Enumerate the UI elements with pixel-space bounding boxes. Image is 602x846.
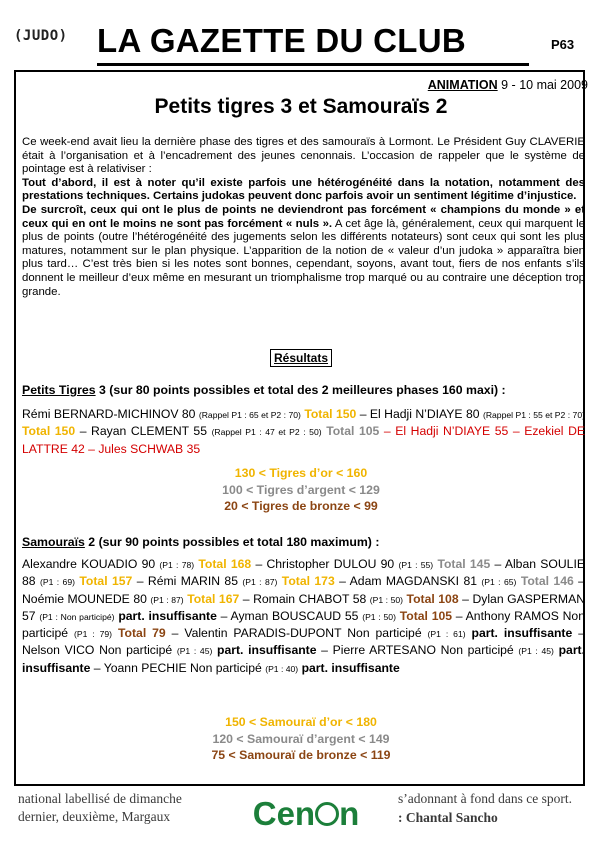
result-detail: (P1 : Non participé) [39, 611, 115, 622]
legend-bronze: 20 < Tigres de bronze < 99 [224, 499, 378, 513]
result-total: Total 108 [406, 591, 459, 606]
result-detail: (P1 : 69) [39, 577, 75, 588]
result-total: part. insuffisante [471, 626, 573, 641]
notation-paragraph: Tout d’abord, il est à noter qu’il existe parfois une hétérogénéité dans la notation, notamment des prestations techniques. Certains judokas peuvent donc parfois avoir un sentiment légitime d’injustice. [22, 176, 585, 203]
result-total: Total 105 [399, 608, 453, 623]
legend-gold: 150 < Samouraï d’or < 180 [225, 715, 377, 729]
result-entry: Alexandre KOUADIO 90 [22, 557, 160, 571]
maturity-paragraph-bold: De surcroît, ceux qui ont le plus de points ne deviendront pas forcément « champions du monde » et ceux qui en ont le moins ne sont pas forcément « nuls ». [22, 203, 585, 230]
result-entry: – Christopher DULOU 90 [251, 557, 399, 571]
result-entry: – Nelson VICO Non participé [22, 626, 585, 658]
result-detail: (P1 : 79) [74, 629, 113, 640]
result-total: Total 150 [22, 424, 76, 439]
result-detail: (P1 : 40) [265, 663, 299, 674]
result-entry: – Adam MAGDANSKI 81 [334, 574, 482, 589]
result-detail: (P1 : 50) [362, 611, 396, 622]
cenon-logo [227, 794, 385, 838]
maturity-paragraph: A cet âge là, généralement, ceux qui marquent le plus de points (outre l’hétérogénéité des jugements selon les différents notateurs) sont ceux qui sont les plus matures, notamment sur le plan physique. L’apparition de la notion de « valeur d’un judoka » apparaîtra bien plus tard… C’est très bien si les notes sont bonnes, cependant, soyons, avant tout, fiers de nos enfants s’ils donnent le meilleur d’eux même en mesurant un triomphalisme trop marqué ou au contraire une déception trop grande. [22, 217, 585, 298]
article-body [22, 136, 585, 299]
result-total: Total 150 [304, 407, 357, 421]
result-entry: – El Hadji N’DIAYE 80 [356, 407, 483, 421]
tigres-legend [0, 465, 602, 515]
result-entry: – Anthony RAMOS Non participé [22, 608, 585, 641]
result-detail: (P1 : 45) [518, 646, 554, 657]
result-entry: – Pierre ARTESANO Non participé [316, 643, 519, 658]
result-total: part. insuffisante [118, 608, 217, 623]
samourais-heading-underlined: Samouraïs [22, 535, 85, 549]
result-total: Total 146 [520, 574, 574, 589]
result-entry: – Romain CHABOT 58 [239, 591, 370, 606]
result-entry: – Yoann PECHIE Non participé [90, 660, 266, 675]
legend-silver: 120 < Samouraï d’argent < 149 [212, 731, 390, 746]
legend-silver: 100 < Tigres d’argent < 129 [222, 482, 380, 497]
page-number: P63 [551, 37, 575, 52]
result-entry: – Valentin PARADIS-DUPONT Non participé [165, 626, 428, 641]
event-date: 9 - 10 mai 2009 [497, 78, 588, 92]
results-heading: Résultats [270, 349, 332, 367]
result-detail: (P1 : 78) [159, 560, 195, 570]
result-detail: (P1 : 45) [176, 646, 213, 657]
legend-bronze: 75 < Samouraï de bronze < 119 [211, 748, 391, 762]
intro-paragraph: Ce week-end avait lieu la dernière phase des tigres et des samouraïs à Lormont. Le Président Guy CLAVERIE était à l’organisation et à l’encadrement des jeunes cenonnais. L’occasion de rappeler que le système de pointage est à relativiser : [22, 136, 585, 176]
logo-text-end: n [339, 795, 360, 832]
result-total: Total 168 [198, 557, 252, 571]
samourais-legend [0, 714, 602, 764]
samourais-heading-rest: 2 (sur 90 points possibles et total 180 maximum) : [84, 535, 380, 549]
result-entry: Rémi BERNARD-MICHINOV 80 [22, 407, 199, 421]
article-title: Petits tigres 3 et Samouraïs 2 [154, 95, 448, 118]
result-detail: (P1 : 65) [481, 577, 517, 588]
tigres-heading-rest: 3 (sur 80 points possibles et total des 2 meilleures phases 160 maxi) : [95, 383, 506, 397]
result-total: part. insuffisante [217, 643, 317, 658]
result-entry: – Rémi MARIN 85 [132, 574, 243, 589]
background-news-left-2: dernier, deuxième, Margaux [18, 809, 171, 824]
masthead-title: LA GAZETTE DU CLUB [97, 22, 466, 59]
result-entry: – Alban SOULIE 88 [22, 557, 585, 589]
leaf-icon [315, 802, 339, 826]
result-detail: (Rappel P1 : 47 et P2 : 50) [211, 427, 322, 438]
result-total: part. insuffisante [301, 660, 400, 675]
tigres-heading-underlined: Petits Tigres [22, 383, 96, 397]
tigres-other-results: – El Hadji N’DIAYE 55 – Ezekiel DE LATTRE 42 – Jules SCHWAB 35 [22, 424, 586, 456]
result-total: Total 173 [281, 574, 335, 589]
result-detail: (Rappel P1 : 55 et P2 : 70) [482, 410, 585, 420]
result-total: Total 105 [326, 424, 380, 439]
result-entry: – Rayan CLEMENT 55 [75, 424, 212, 439]
section-tag: (JUDO) [14, 28, 68, 44]
tigres-heading [22, 383, 585, 397]
result-total: Total 157 [79, 574, 133, 589]
masthead-rule [97, 63, 529, 66]
result-detail: (P1 : 87) [242, 577, 278, 588]
tigres-results [22, 406, 585, 457]
result-detail: (P1 : 50) [369, 594, 404, 605]
background-news-right-1: s’adonnant à fond dans ce sport. [398, 791, 572, 806]
result-detail: (Rappel P1 : 65 et P2 : 70) [198, 410, 301, 420]
result-entry: – Noémie MOUNEDE 80 [22, 574, 585, 606]
legend-gold: 130 < Tigres d’or < 160 [234, 466, 368, 480]
result-total: Total 79 [118, 626, 166, 641]
samourais-results [22, 556, 585, 677]
category-label: ANIMATION [427, 78, 498, 92]
logo-text-start: Cen [252, 795, 316, 832]
result-total: part. insuffisante [22, 643, 586, 675]
samourais-heading [22, 535, 585, 549]
result-total: Total 167 [187, 591, 240, 606]
result-total: Total 145 [437, 557, 491, 571]
result-detail: (P1 : 55) [398, 560, 434, 570]
result-entry: – Ayman BOUSCAUD 55 [216, 608, 363, 623]
background-news-right-2: : Chantal Sancho [398, 810, 498, 825]
result-detail: (P1 : 87) [150, 594, 184, 605]
result-detail: (P1 : 61) [427, 629, 466, 640]
background-news-left-1: national labellisé de dimanche [18, 791, 182, 806]
article-meta [428, 78, 588, 92]
result-entry: – Dylan GASPERMAN 57 [22, 591, 586, 623]
